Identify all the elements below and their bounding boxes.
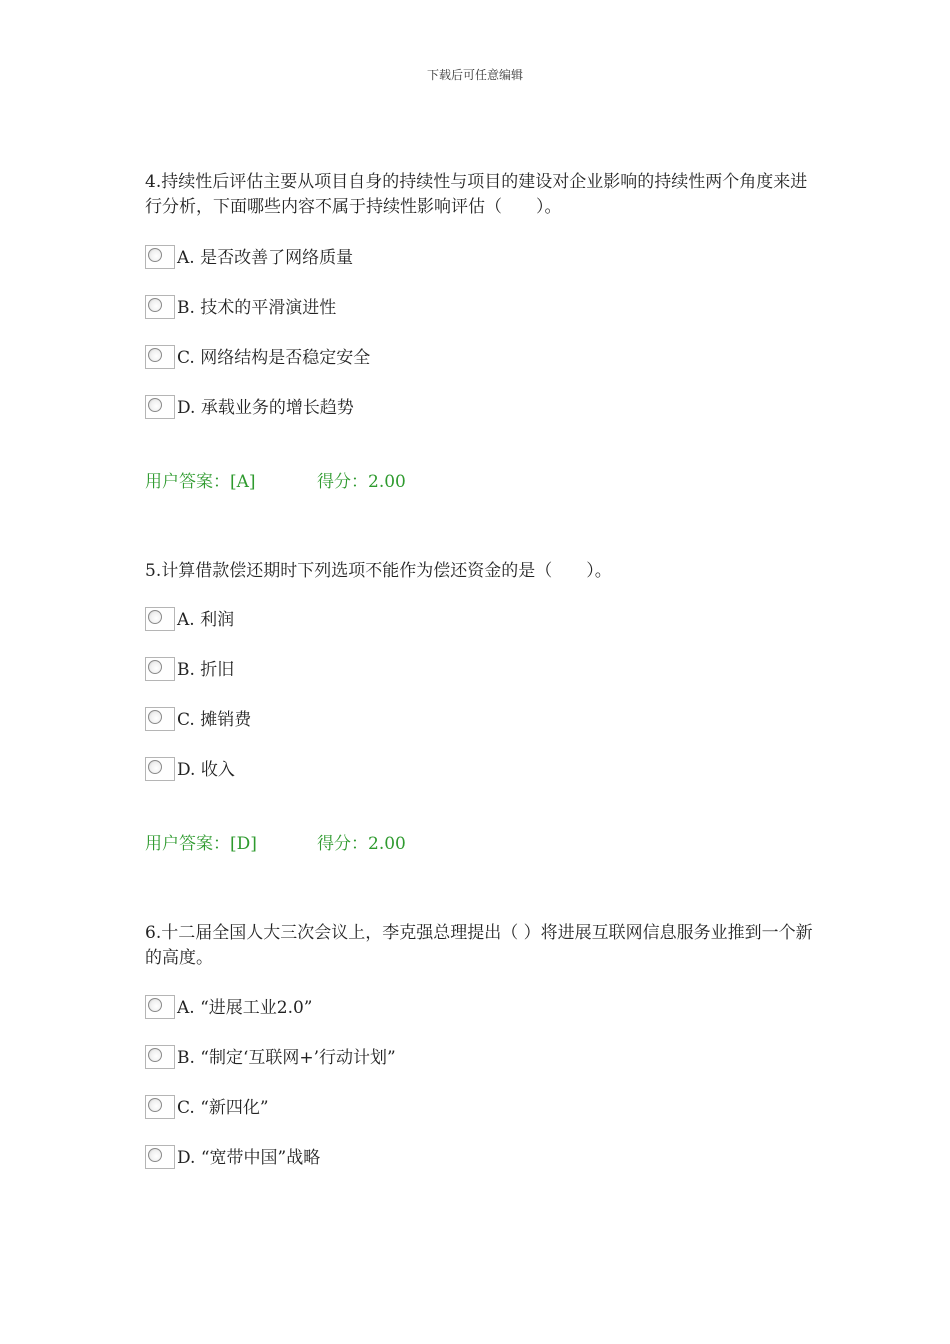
option-a[interactable] xyxy=(145,243,353,269)
option-c[interactable] xyxy=(145,343,370,369)
question-text: 6.十二届全国人大三次会议上，李克强总理提出（ ）将进展互联网信息服务业推到一个新的高度。 xyxy=(145,923,813,968)
radio-button[interactable] xyxy=(145,1145,175,1169)
question-6 xyxy=(145,921,815,1168)
option-c[interactable] xyxy=(145,705,251,731)
radio-button[interactable] xyxy=(145,995,175,1019)
radio-button[interactable] xyxy=(145,1095,175,1119)
score: 得分：2.00 xyxy=(317,472,406,492)
radio-button[interactable] xyxy=(145,657,175,681)
question-5 xyxy=(145,559,815,854)
option-label: C. 摊销费 xyxy=(177,710,252,730)
user-answer: 用户答案：[A] xyxy=(145,472,256,492)
option-label: D. 承载业务的增长趋势 xyxy=(177,398,354,418)
radio-button[interactable] xyxy=(145,345,175,369)
user-answer: 用户答案：[D] xyxy=(145,834,257,854)
radio-button[interactable] xyxy=(145,1045,175,1069)
page-header: 下载后可任意编辑 xyxy=(426,68,523,82)
radio-icon xyxy=(148,760,162,774)
option-a[interactable] xyxy=(145,605,234,631)
radio-icon xyxy=(148,1048,162,1062)
radio-icon xyxy=(148,998,162,1012)
option-d[interactable] xyxy=(145,393,354,419)
radio-icon xyxy=(148,348,162,362)
option-label: B. “制定‘互联网+’行动计划” xyxy=(177,1048,396,1068)
radio-button[interactable] xyxy=(145,395,175,419)
radio-button[interactable] xyxy=(145,295,175,319)
option-label: D. “宽带中国”战略 xyxy=(177,1148,321,1168)
option-label: B. 技术的平滑演进性 xyxy=(177,298,337,318)
option-b[interactable] xyxy=(145,293,336,319)
radio-button[interactable] xyxy=(145,707,175,731)
option-label: C. “新四化” xyxy=(177,1098,269,1118)
radio-icon xyxy=(148,248,162,262)
option-label: A. 利润 xyxy=(177,610,235,630)
option-c[interactable] xyxy=(145,1093,269,1119)
option-label: A. 是否改善了网络质量 xyxy=(177,248,354,268)
option-b[interactable] xyxy=(145,655,234,681)
option-label: D. 收入 xyxy=(177,760,235,780)
radio-icon xyxy=(148,1098,162,1112)
score: 得分：2.00 xyxy=(317,834,406,854)
question-text: 4.持续性后评估主要从项目自身的持续性与项目的建设对企业影响的持续性两个角度来进行分析，下面哪些内容不属于持续性影响评估（ ）。 xyxy=(145,172,808,217)
answer-line xyxy=(145,829,406,854)
option-d[interactable] xyxy=(145,755,235,781)
radio-icon xyxy=(148,1148,162,1162)
option-label: B. 折旧 xyxy=(177,660,235,680)
radio-button[interactable] xyxy=(145,607,175,631)
option-d[interactable] xyxy=(145,1143,320,1169)
radio-icon xyxy=(148,710,162,724)
radio-icon xyxy=(148,398,162,412)
option-a[interactable] xyxy=(145,993,313,1019)
option-b[interactable] xyxy=(145,1043,396,1069)
radio-icon xyxy=(148,298,162,312)
answer-line xyxy=(145,467,406,492)
question-text: 5.计算借款偿还期时下列选项不能作为偿还资金的是（ ）。 xyxy=(145,561,612,581)
radio-icon xyxy=(148,610,162,624)
question-4 xyxy=(145,170,815,492)
option-label: C. 网络结构是否稳定安全 xyxy=(177,348,371,368)
radio-button[interactable] xyxy=(145,757,175,781)
radio-button[interactable] xyxy=(145,245,175,269)
option-label: A. “进展工业2.0” xyxy=(177,998,313,1018)
radio-icon xyxy=(148,660,162,674)
